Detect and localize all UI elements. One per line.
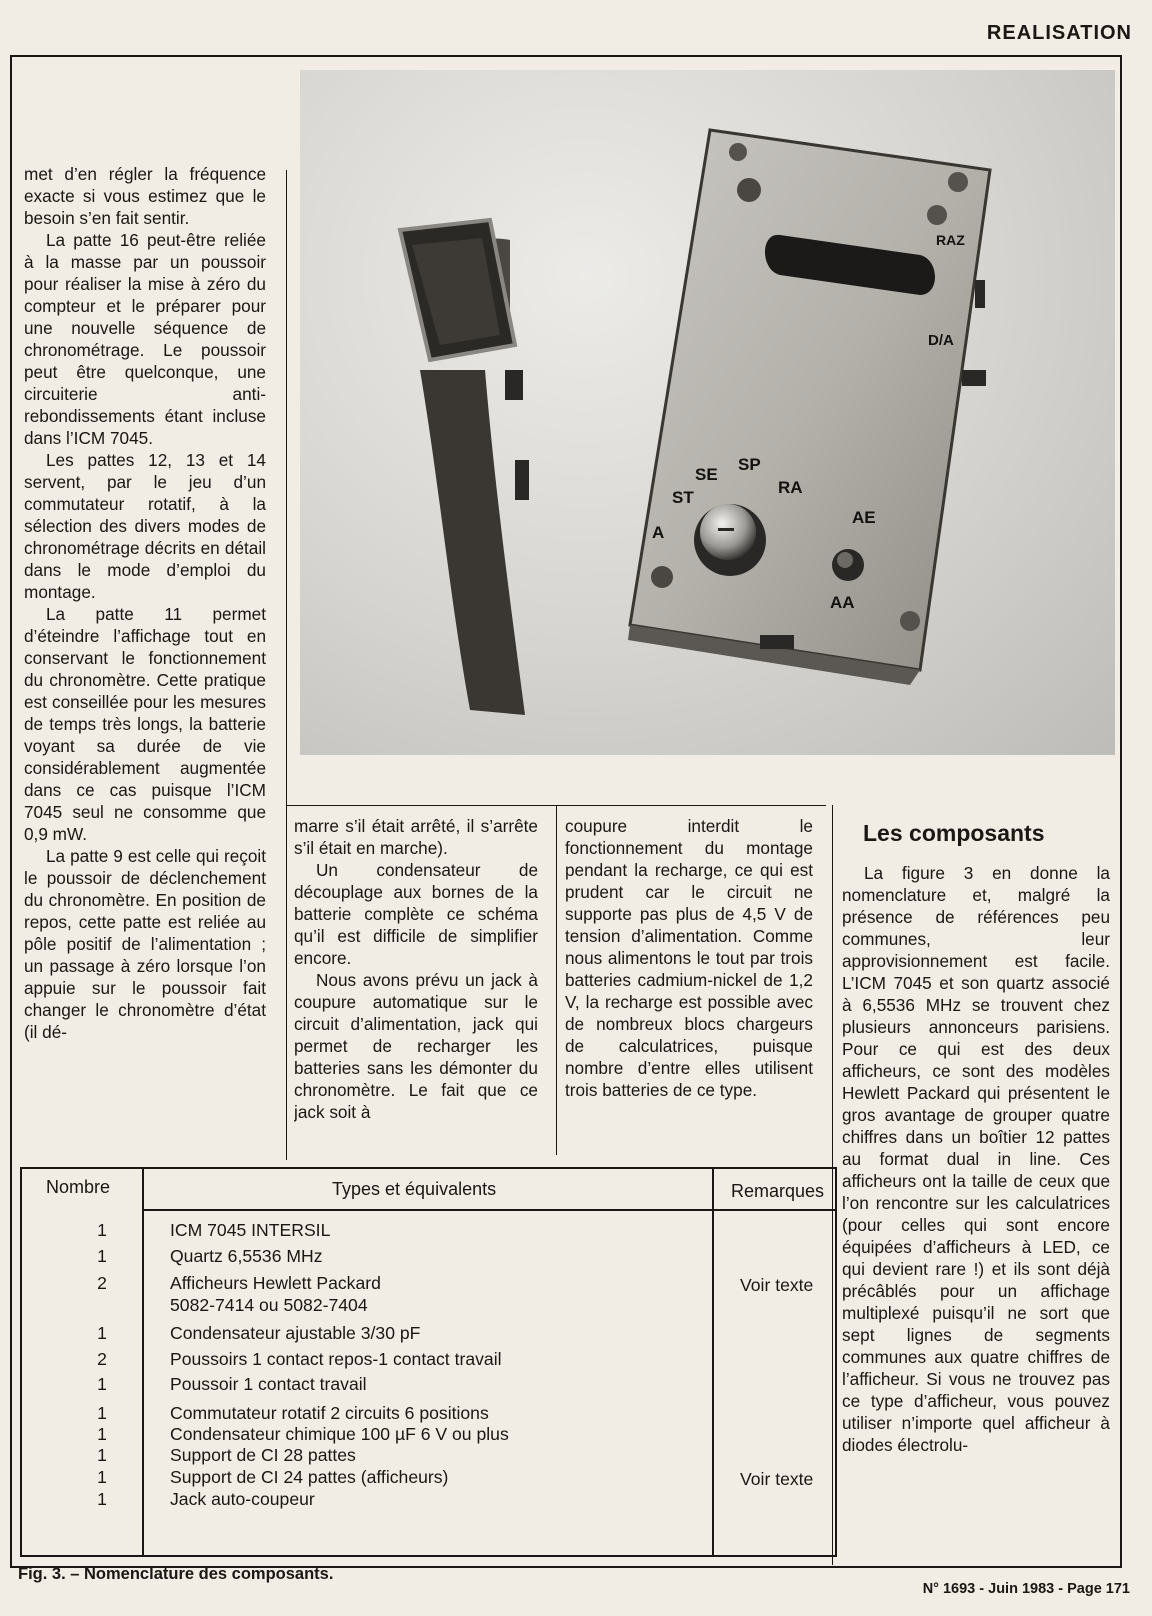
table-cell-qty: 1	[97, 1489, 107, 1509]
table-cell-desc: Poussoirs 1 contact repos-1 contact travail	[170, 1349, 502, 1369]
table-cell-qty: 2	[97, 1273, 107, 1293]
table-header-rule	[142, 1209, 835, 1211]
label-aa: AA	[830, 593, 855, 612]
table-cell-qty: 1	[97, 1424, 107, 1444]
table-cell-desc: Commutateur rotatif 2 circuits 6 positions	[170, 1403, 489, 1423]
table-cell-desc: Support de CI 24 pattes (afficheurs)	[170, 1467, 449, 1487]
label-st: ST	[672, 488, 694, 507]
table-cell-desc: Quartz 6,5536 MHz	[170, 1246, 323, 1266]
header-remarques: Remarques	[731, 1181, 825, 1201]
table-cell-desc: Jack auto-coupeur	[170, 1489, 315, 1509]
label-ra: RA	[778, 478, 803, 497]
header-types: Types et équivalents	[332, 1179, 497, 1199]
col2-divider	[556, 805, 557, 1155]
table-cell-desc-line2: 5082-7414 ou 5082-7404	[170, 1295, 368, 1315]
col1-divider	[286, 170, 287, 1160]
table-cell-qty: 1	[97, 1445, 107, 1465]
label-da: D/A	[928, 332, 954, 349]
table-cell-desc: Support de CI 28 pattes	[170, 1445, 356, 1465]
paragraph: Nous avons prévu un jack à coupure automatique sur le circuit d’alimentation, jack qui permet de recharger les batteries sans les démonter du chronomètre. Le fait que ce jack soit à	[294, 970, 538, 1122]
table-cell-qty: 1	[97, 1323, 107, 1343]
label-raz: RAZ	[936, 232, 965, 248]
table-cell-qty: 1	[97, 1403, 107, 1423]
table-cell-qty: 1	[97, 1467, 107, 1487]
table-cell-desc: Condensateur ajustable 3/30 pF	[170, 1323, 421, 1343]
page-footer: N° 1693 - Juin 1983 - Page 171	[922, 1581, 1130, 1597]
paragraph: Les pattes 12, 13 et 14 servent, par le jeu d’un commutateur rotatif, à la sélection des divers modes de chronométrage décrits en détail dans le mode d’emploi du montage.	[24, 450, 266, 602]
table-cell-qty: 1	[97, 1220, 107, 1240]
wristwatch	[400, 220, 529, 715]
paragraph: La patte 11 permet d’éteindre l’affichage tout en conservant le fonctionnement du chronomètre. Cette pratique est conseillée pour les mesures de temps très longs, la batterie voyant sa durée de vie considérablement augmentée dans ce cas puisque l’ICM 7045 seul ne consomme que 0,9 mW.	[24, 604, 266, 844]
column-4	[842, 862, 1110, 1562]
table-divider	[712, 1169, 714, 1555]
paragraph: La patte 9 est celle qui reçoit le poussoir de déclenchement du chronomètre. En position de repos, cette patte est reliée au pôle positif de l’alimentation ; un passage à zéro lorsque l’on appuie sur le poussoir fait changer le chronomètre d’état (il dé-	[24, 846, 266, 1042]
label-ae: AE	[852, 508, 876, 527]
paragraph: coupure interdit le fonctionnement du montage pendant la recharge, ce qui est prudent car le circuit ne supporte pas plus de 4,5 V de tension d’alimentation. Comme nous alimentons le tout par trois batteries cadmium-nickel de 1,2 V, la recharge est possible avec de nombreux blocs chargeurs de calculatrices, puisque nombre d’entre elles utilisent trois batteries de ce type.	[565, 816, 813, 1100]
table-cell-remark: Voir texte	[740, 1275, 814, 1295]
top-rule	[10, 55, 1122, 57]
table-cell-qty: 1	[97, 1246, 107, 1266]
header-nombre: Nombre	[46, 1177, 111, 1197]
table-cell-qty: 1	[97, 1374, 107, 1394]
column-3	[565, 815, 813, 1155]
components-table	[20, 1167, 837, 1557]
label-sp: SP	[738, 455, 761, 474]
label-a: A	[652, 523, 665, 542]
table-caption: Fig. 3. – Nomenclature des composants.	[18, 1565, 334, 1583]
table-cell-desc: Condensateur chimique 100 µF 6 V ou plus	[170, 1424, 509, 1444]
left-rule	[10, 55, 12, 1568]
table-cell-remark: Voir texte	[740, 1469, 814, 1489]
paragraph: La patte 16 peut-être reliée à la masse par un poussoir pour réaliser la mise à zéro du compteur et le préparer pour une nouvelle séquence de chronométrage. Le poussoir peut être quelconque, une circuiterie anti-rebondissements étant incluse dans l’ICM 7045.	[24, 230, 266, 448]
column-2	[294, 815, 538, 1155]
section-header: REALISATION	[986, 22, 1132, 44]
column-1	[24, 163, 266, 1158]
table-cell-qty: 2	[97, 1349, 107, 1369]
section-title: Les composants	[863, 820, 1045, 846]
paragraph: marre s’il était arrêté, il s’arrête s’il était en marche).	[294, 816, 538, 858]
chronometer-photo	[300, 70, 1115, 755]
table-cell-desc: Poussoir 1 contact travail	[170, 1374, 367, 1394]
paragraph: met d’en régler la fréquence exacte si vous estimez que le besoin s’en fait sentir.	[24, 164, 266, 228]
table-cell-desc: Afficheurs Hewlett Packard	[170, 1273, 381, 1293]
paragraph: Un condensateur de découplage aux bornes de la batterie complète ce schéma qu’il est difficile de simplifier encore.	[294, 860, 538, 968]
paragraph: La figure 3 en donne la nomenclature et, malgré la présence de références peu communes, leur approvisionnement est facile. L’ICM 7045 et son quartz associé à 6,5536 MHz se trouvent chez plusieurs annonceurs parisiens. Pour ce qui est des deux afficheurs, ce sont des modèles Hewlett Packard qui présentent le gros avantage de grouper quatre chiffres dans un boîtier 12 pattes au format dual in line. Ces afficheurs ont la taille de ceux que l’on rencontre sur les calculatrices (pour celles qui sont encore équipées d’afficheurs à LED, ce qui devient rare !) et ils sont déjà précâblés pour un affichage multiplexé puisqu’il ne sort que sept lignes de segments communes aux quatre chiffres de l’afficheur. Si vous ne trouvez pas ce type d’afficheur, vous pouvez utiliser n’importe quel afficheur à diodes électrolu-	[842, 863, 1110, 1455]
chronometer-box	[628, 130, 990, 685]
right-rule	[1120, 55, 1122, 1568]
table-divider	[142, 1169, 144, 1555]
table-cell-desc: ICM 7045 INTERSIL	[170, 1220, 331, 1240]
label-se: SE	[695, 465, 718, 484]
